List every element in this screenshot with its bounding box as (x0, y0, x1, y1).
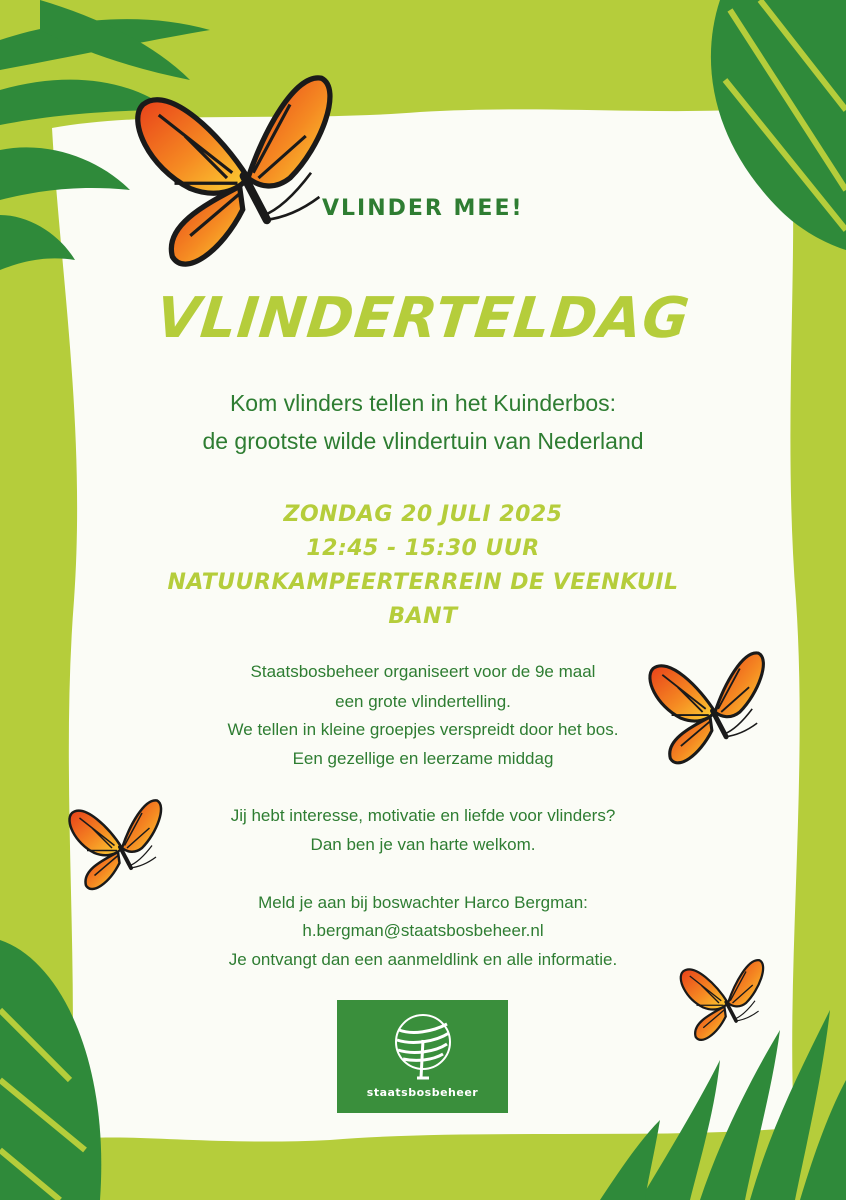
contact-email: h.bergman@staatsbosbeheer.nl (302, 921, 544, 940)
page-title: VLINDERTELDAG (153, 286, 693, 351)
subtitle-line-2: de grootste wilde vlindertuin van Nederland (202, 428, 644, 454)
paragraph-2-line-1: Jij hebt interesse, motivatie en liefde voor vlinders? (230, 806, 616, 825)
event-location: NATUURKAMPEERTERREIN DE VEENKUIL (167, 570, 679, 595)
logo-label: staatsbosbeheer (366, 1086, 479, 1099)
paragraph-3-line-1: Meld je aan bij boswachter Harco Bergman: (258, 893, 588, 912)
tree-logo-icon (337, 1000, 508, 1086)
paragraph-3-line-3: Je ontvangt dan een aanmeldlink en alle informatie. (228, 950, 618, 969)
event-time: 12:45 - 15:30 UUR (306, 536, 540, 561)
staatsbosbeheer-logo (337, 1000, 508, 1113)
paragraph-1-line-4: Een gezellige en leerzame middag (292, 749, 554, 768)
paragraph-1-line-1: Staatsbosbeheer organiseert voor de 9e maal (250, 662, 596, 681)
paragraph-1-line-3: We tellen in kleine groepjes verspreidt door het bos. (227, 720, 619, 739)
paragraph-1-line-2: een grote vlindertelling. (335, 692, 511, 711)
event-town: BANT (388, 604, 458, 629)
event-date: ZONDAG 20 JULI 2025 (283, 502, 563, 527)
kicker-text: VLINDER MEE! (322, 196, 524, 221)
subtitle-line-1: Kom vlinders tellen in het Kuinderbos: (229, 390, 617, 416)
paragraph-2-line-2: Dan ben je van harte welkom. (310, 835, 536, 854)
